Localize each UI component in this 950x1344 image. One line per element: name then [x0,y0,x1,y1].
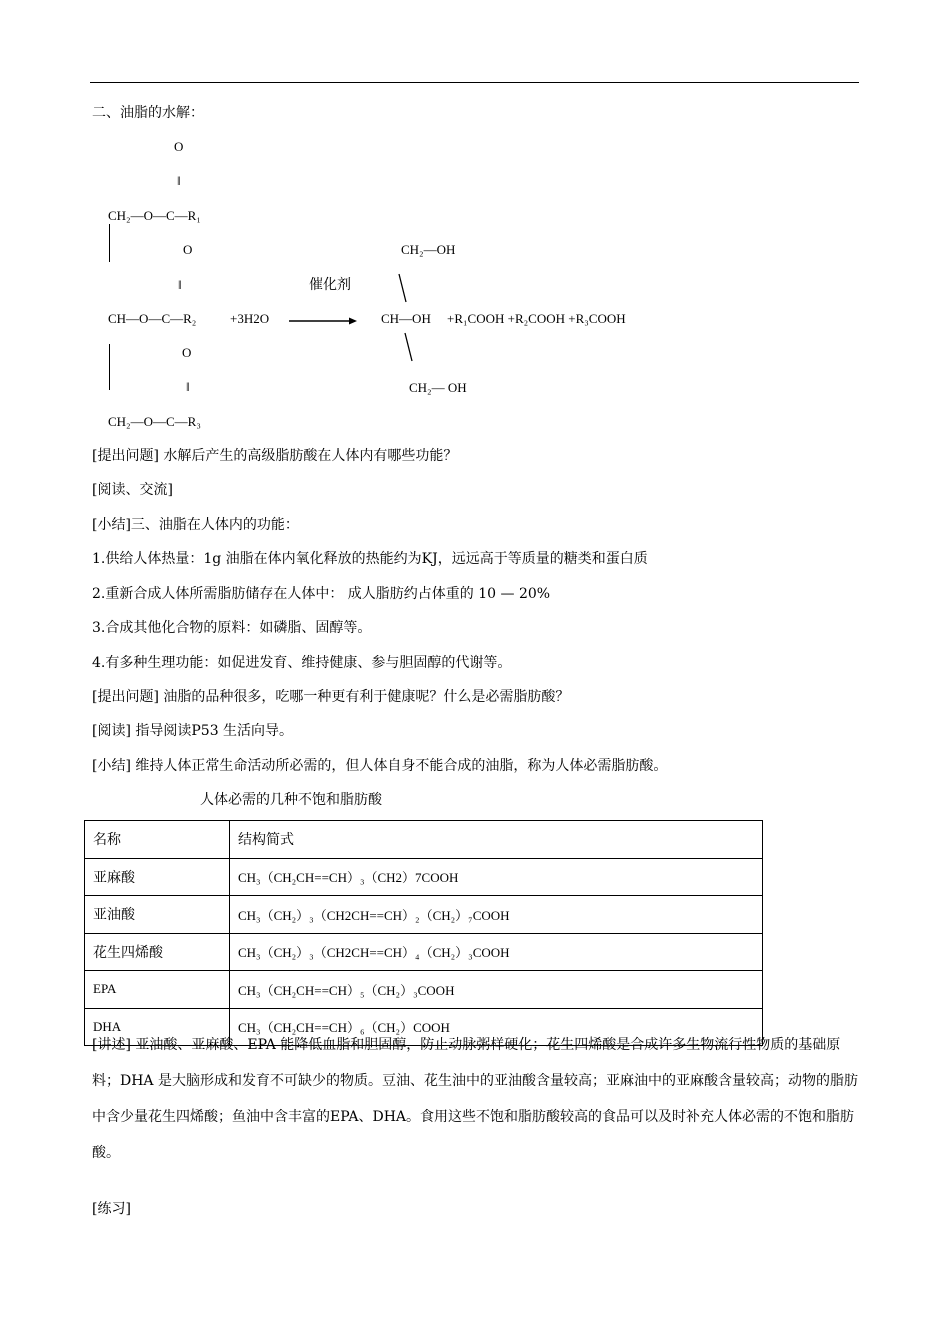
function-item-2: 2.重新合成人体所需脂肪储存在人体中： 成人脂肪约占体重的 10 — 20% [92,586,551,602]
lecture-paragraph: [讲述] 亚油酸、亚麻酸、EPA 能降低血脂和胆固醇，防止动脉粥样硬化；花生四烯酸是合成许多生物流行性物质的基础原料；DHA 是大脑形成和发育不可缺少的物质。豆油、花生油中的亚油酸含量较高；亚麻油中的亚麻酸含量较高；动物的脂肪中含少量花生四烯酸；鱼油中含丰富的EPA、DHA。食用这些不饱和脂肪酸较高的食品可以及时补充人体必需的不饱和脂肪酸。 [92,1037,858,1161]
table-row [85,933,763,971]
acid-name-cell: 亚麻酸 [85,858,230,896]
acid-name-cell: 花生四烯酸 [85,933,230,971]
table-row [85,858,763,896]
reading-line: [阅读、交流] [92,482,173,498]
formula-cell: CH₃（CH₂CH==CH）₅（CH₂）₃COOH [230,971,763,1009]
carbonyl-oxygen-1: O [174,139,184,154]
glycerol-backbone-bond [109,224,110,262]
table-row [85,971,763,1009]
double-bond-2: ‖ [178,277,182,292]
reaction-arrow [289,317,357,325]
fatty-acid-table [84,820,763,1046]
glyceride-row-2: CH—O—C—R₂ [108,311,197,326]
acid-name-cell: DHA [85,1008,230,1046]
carbonyl-oxygen-3: O [182,345,192,360]
formula-cell: CH₃（CH₂CH==CH）₃（CH2）7COOH [230,858,763,896]
section-heading: 二、油脂的水解： [92,105,204,121]
function-item-3: 3.合成其他化合物的原料：如磷脂、固醇等。 [92,620,372,636]
double-bond-3: ‖ [186,379,190,394]
header-cell: 名称 [85,821,230,859]
question-line: [提出问题] 油脂的品种很多，吃哪一种更有利于健康呢？什么是必需脂肪酸？ [92,689,570,705]
double-bond-1: ‖ [177,173,181,188]
header-rule [90,82,859,83]
formula-cell: CH₃（CH₂）₃（CH2CH==CH）₂（CH₂）₇COOH [230,896,763,934]
function-item-4: 4.有多种生理功能：如促进发育、维持健康、参与胆固醇的代谢等。 [92,655,512,671]
acid-name-cell: EPA [85,971,230,1009]
header-cell: 结构简式 [230,821,763,859]
function-item-1: 1.供给人体热量：1g 油脂在体内氧化释放的热能约为KJ，远远高于等质量的糖类和蛋白质 [92,551,648,567]
table-header-row [85,821,763,859]
practice-label: [练习] [92,1201,131,1217]
fatty-acid-products: +R₁COOH +R₂COOH +R₃COOH [447,311,626,326]
formula-cell: CH₃（CH₂CH==CH）₆（CH₂）COOH [230,1008,763,1046]
catalyst-label: 催化剂 [309,277,351,293]
summary-line: [小结] 维持人体正常生命活动所必需的，但人体自身不能合成的油脂，称为人体必需脂肪酸。 [92,758,668,774]
glycerol-bond-upper [398,273,408,303]
acid-name-cell: 亚油酸 [85,896,230,934]
carbonyl-oxygen-2: O [183,242,193,257]
question-line: [提出问题] 水解后产生的高级脂肪酸在人体内有哪些功能？ [92,448,458,464]
summary-line: [小结]三、油脂在人体内的功能： [92,517,299,533]
glycerol-row-1: CH₂—OH [401,242,456,257]
formula-cell: CH₃（CH₂）₃（CH2CH==CH）₄（CH₂）₃COOH [230,933,763,971]
glyceride-row-1: CH₂—O—C—R₁ [108,208,201,223]
glycerol-row-3: CH₂— OH [409,380,467,395]
glycerol-bond-lower [404,332,414,362]
glycerol-row-2: CH—OH [381,311,431,326]
table-title: 人体必需的几种不饱和脂肪酸 [200,792,382,808]
water-reagent: +3H2O [230,311,270,326]
reading-line: [阅读] 指导阅读P53 生活向导。 [92,723,294,739]
glyceride-row-3: CH₂—O—C—R₃ [108,414,201,429]
glycerol-backbone-bond [109,344,110,390]
table-row [85,896,763,934]
